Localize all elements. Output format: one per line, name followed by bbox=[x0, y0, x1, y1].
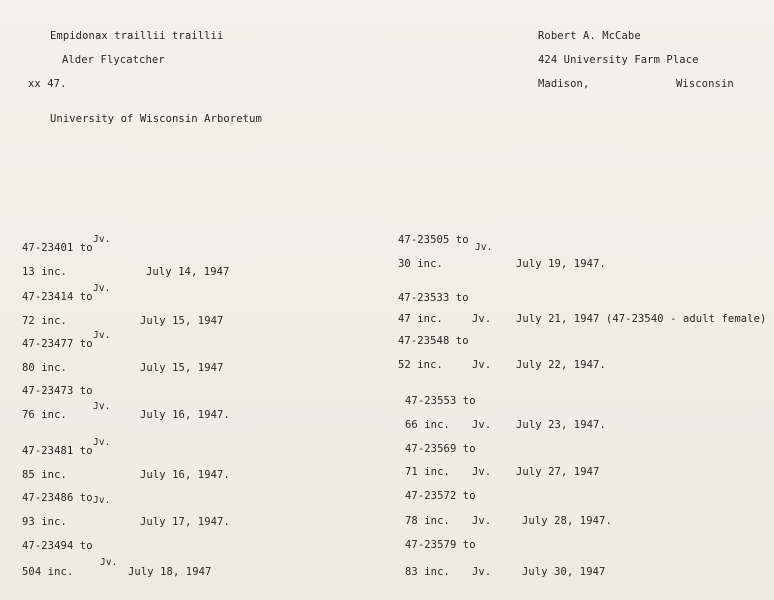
band-range: 47-23473 to bbox=[22, 385, 93, 397]
age-label: Jv. bbox=[93, 234, 111, 245]
band-date: July 14, 1947 bbox=[146, 266, 230, 278]
band-range: 47-23486 to bbox=[22, 492, 93, 504]
band-date: July 19, 1947. bbox=[516, 258, 606, 270]
band-date: July 21, 1947 (47-23540 - adult female) bbox=[516, 313, 767, 325]
band-date: July 16, 1947. bbox=[140, 409, 230, 421]
band-date: July 15, 1947 bbox=[140, 315, 224, 327]
age-label: Jv. bbox=[472, 566, 492, 578]
band-range: 47-23572 to bbox=[405, 490, 476, 502]
age-label: Jv. bbox=[93, 330, 111, 341]
band-count: 80 inc. bbox=[22, 362, 67, 374]
band-count: 47 inc. bbox=[398, 313, 443, 325]
band-date: July 28, 1947. bbox=[522, 515, 612, 527]
band-count: 66 inc. bbox=[405, 419, 450, 431]
band-range: 47-23533 to bbox=[398, 292, 469, 304]
band-range: 47-23548 to bbox=[398, 335, 469, 347]
year-code: xx 47. bbox=[28, 78, 67, 90]
band-range: 47-23477 to bbox=[22, 338, 93, 350]
band-count: 504 inc. bbox=[22, 566, 74, 578]
band-count: 78 inc. bbox=[405, 515, 450, 527]
age-label: Jv. bbox=[472, 313, 492, 325]
band-date: July 22, 1947. bbox=[516, 359, 606, 371]
band-range: 47-23481 to bbox=[22, 445, 93, 457]
band-range: 47-23494 to bbox=[22, 540, 93, 552]
band-count: 83 inc. bbox=[405, 566, 450, 578]
age-label: Jv. bbox=[472, 359, 492, 371]
collector-state: Wisconsin bbox=[676, 78, 734, 90]
band-range: 47-23579 to bbox=[405, 539, 476, 551]
band-count: 13 inc. bbox=[22, 266, 67, 278]
band-count: 52 inc. bbox=[398, 359, 443, 371]
location: University of Wisconsin Arboretum bbox=[50, 113, 262, 125]
collector-city: Madison, bbox=[538, 78, 590, 90]
band-date: July 17, 1947. bbox=[140, 516, 230, 528]
band-date: July 30, 1947 bbox=[522, 566, 606, 578]
band-range: 47-23505 to bbox=[398, 234, 469, 246]
species-name: Empidonax traillii traillii bbox=[50, 30, 224, 42]
age-label: Jv. bbox=[472, 466, 492, 478]
band-range: 47-23401 to bbox=[22, 242, 93, 254]
age-label: Jv. bbox=[475, 242, 493, 253]
band-count: 71 inc. bbox=[405, 466, 450, 478]
band-range: 47-23414 to bbox=[22, 291, 93, 303]
age-label: Jv. bbox=[93, 283, 111, 294]
band-date: July 16, 1947. bbox=[140, 469, 230, 481]
band-count: 85 inc. bbox=[22, 469, 67, 481]
band-date: July 18, 1947 bbox=[128, 566, 212, 578]
age-label: Jv. bbox=[93, 401, 111, 412]
age-label: Jv. bbox=[93, 495, 111, 506]
age-label: Jv. bbox=[472, 419, 492, 431]
collector-address: 424 University Farm Place bbox=[538, 54, 699, 66]
band-date: July 15, 1947 bbox=[140, 362, 224, 374]
band-range: 47-23569 to bbox=[405, 443, 476, 455]
collector-name: Robert A. McCabe bbox=[538, 30, 641, 42]
band-range: 47-23553 to bbox=[405, 395, 476, 407]
band-count: 93 inc. bbox=[22, 516, 67, 528]
age-label: Jv. bbox=[93, 437, 111, 448]
age-label: Jv. bbox=[472, 515, 492, 527]
age-label: Jv. bbox=[100, 557, 118, 568]
common-name: Alder Flycatcher bbox=[62, 54, 165, 66]
band-count: 72 inc. bbox=[22, 315, 67, 327]
band-date: July 23, 1947. bbox=[516, 419, 606, 431]
band-count: 76 inc. bbox=[22, 409, 67, 421]
band-date: July 27, 1947 bbox=[516, 466, 600, 478]
band-count: 30 inc. bbox=[398, 258, 443, 270]
